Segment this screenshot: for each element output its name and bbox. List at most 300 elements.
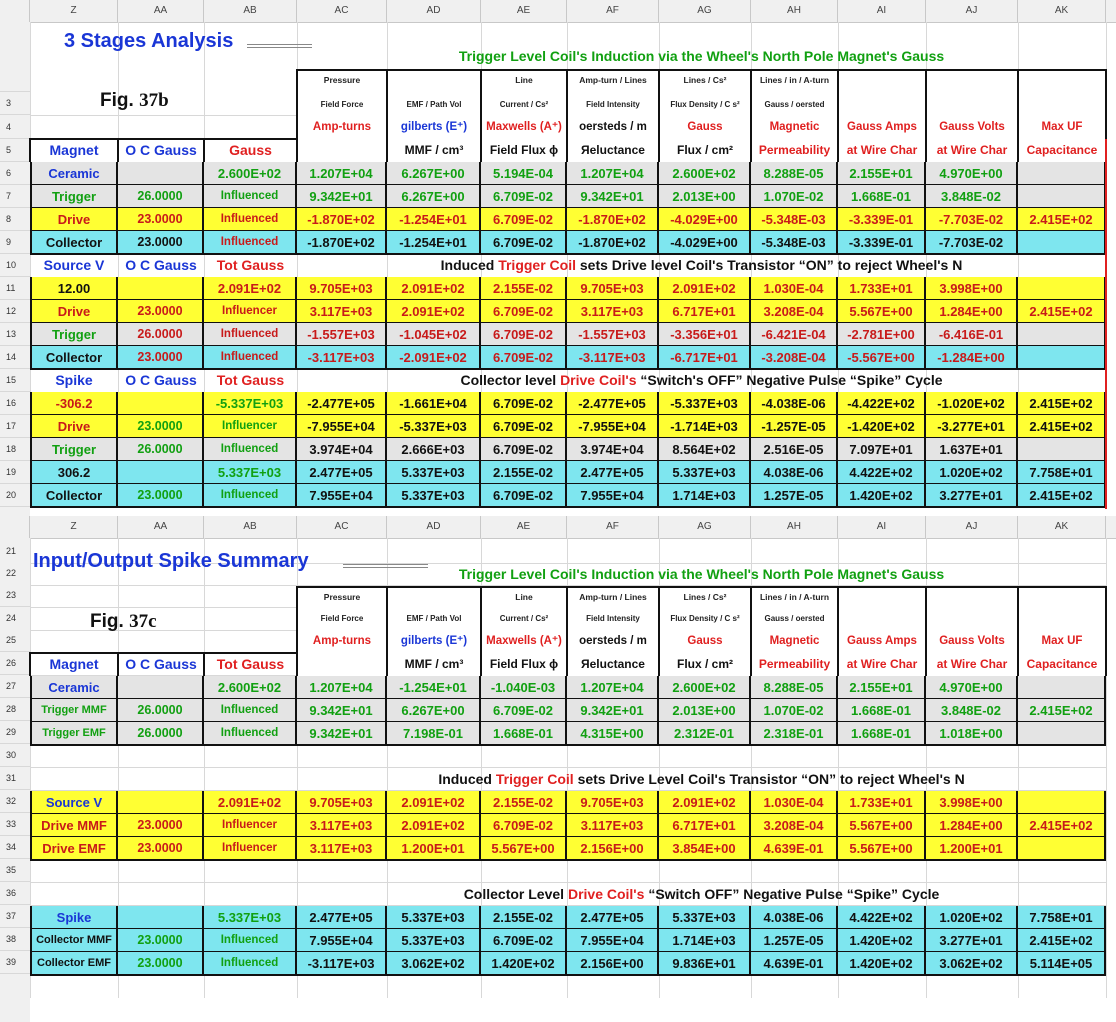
row-header-24[interactable]: 24 bbox=[0, 607, 30, 630]
data-cell-fig37b-s2-0-ai[interactable]: 1.733E+01 bbox=[838, 277, 926, 300]
column-header-ae[interactable]: AE bbox=[481, 516, 567, 538]
data-cell-fig37b-s1-0-aj[interactable]: 4.970E+00 bbox=[926, 162, 1018, 185]
row-header-17[interactable]: 17 bbox=[0, 415, 30, 438]
data-cell-fig37b-s2-3-ai[interactable]: -5.567E+00 bbox=[838, 346, 926, 369]
row-header-31[interactable]: 31 bbox=[0, 767, 30, 790]
data-cell-fig37c-s3-2-aj[interactable]: 3.062E+02 bbox=[926, 952, 1018, 975]
data-cell-fig37b-s1-2-ac[interactable]: -1.870E+02 bbox=[297, 208, 387, 231]
data-cell-fig37b-s2-2-ak[interactable] bbox=[1018, 323, 1106, 346]
data-cell-fig37b-s3-0-ag[interactable]: -5.337E+03 bbox=[659, 392, 751, 415]
row-header-9[interactable]: 9 bbox=[0, 231, 30, 254]
data-cell-fig37b-s3-2-ai[interactable]: 7.097E+01 bbox=[838, 438, 926, 461]
data-cell-fig37c-s3-1-aa[interactable]: 23.0000 bbox=[118, 929, 204, 952]
data-cell-fig37b-s3-0-ae[interactable]: 6.709E-02 bbox=[481, 392, 567, 415]
data-cell-fig37c-s2-2-ah[interactable]: 4.639E-01 bbox=[751, 837, 838, 860]
data-cell-fig37c-s2-1-ah[interactable]: 3.208E-04 bbox=[751, 814, 838, 837]
data-cell-fig37b-s3-3-aa[interactable] bbox=[118, 461, 204, 484]
row-header-29[interactable]: 29 bbox=[0, 721, 30, 744]
data-cell-fig37b-s3-1-ac[interactable]: -7.955E+04 bbox=[297, 415, 387, 438]
data-cell-fig37b-s3-3-ae[interactable]: 2.155E-02 bbox=[481, 461, 567, 484]
row-header-22[interactable]: 22 bbox=[0, 562, 30, 585]
column-header-ad[interactable]: AD bbox=[387, 516, 481, 538]
row-header-12[interactable]: 12 bbox=[0, 300, 30, 323]
data-cell-fig37c-s2-0-ai[interactable]: 1.733E+01 bbox=[838, 791, 926, 814]
data-cell-fig37b-s1-1-z[interactable]: Trigger bbox=[30, 185, 118, 208]
column-header-af[interactable]: AF bbox=[567, 516, 659, 538]
row-header-28[interactable]: 28 bbox=[0, 698, 30, 721]
data-cell-fig37b-s2-1-ai[interactable]: 5.567E+00 bbox=[838, 300, 926, 323]
row-header-35[interactable]: 35 bbox=[0, 859, 30, 882]
data-cell-fig37b-s1-1-aj[interactable]: 3.848E-02 bbox=[926, 185, 1018, 208]
data-cell-fig37c-s1-2-ad[interactable]: 7.198E-01 bbox=[387, 722, 481, 745]
data-cell-fig37c-s1-0-ae[interactable]: -1.040E-03 bbox=[481, 676, 567, 699]
data-cell-fig37c-s3-1-ae[interactable]: 6.709E-02 bbox=[481, 929, 567, 952]
data-cell-fig37b-s1-0-z[interactable]: Ceramic bbox=[30, 162, 118, 185]
data-cell-fig37b-s3-4-ah[interactable]: 1.257E-05 bbox=[751, 484, 838, 507]
data-cell-fig37b-s2-1-ak[interactable]: 2.415E+02 bbox=[1018, 300, 1106, 323]
data-cell-fig37b-s3-0-ak[interactable]: 2.415E+02 bbox=[1018, 392, 1106, 415]
data-cell-fig37c-s1-1-ac[interactable]: 9.342E+01 bbox=[297, 699, 387, 722]
data-cell-fig37c-s1-1-ag[interactable]: 2.013E+00 bbox=[659, 699, 751, 722]
column-header-z[interactable]: Z bbox=[30, 516, 118, 538]
data-cell-fig37b-s1-1-ae[interactable]: 6.709E-02 bbox=[481, 185, 567, 208]
column-header-aj[interactable]: AJ bbox=[926, 516, 1018, 538]
data-cell-fig37b-s3-1-ae[interactable]: 6.709E-02 bbox=[481, 415, 567, 438]
data-cell-fig37b-s1-1-ah[interactable]: 1.070E-02 bbox=[751, 185, 838, 208]
data-cell-fig37b-s1-2-ae[interactable]: 6.709E-02 bbox=[481, 208, 567, 231]
data-cell-fig37c-s3-0-ak[interactable]: 7.758E+01 bbox=[1018, 906, 1106, 929]
data-cell-fig37b-s1-0-ae[interactable]: 5.194E-04 bbox=[481, 162, 567, 185]
data-cell-fig37c-s3-0-ac[interactable]: 2.477E+05 bbox=[297, 906, 387, 929]
data-cell-fig37c-s2-2-ai[interactable]: 5.567E+00 bbox=[838, 837, 926, 860]
data-cell-fig37b-s1-1-ai[interactable]: 1.668E-01 bbox=[838, 185, 926, 208]
data-cell-fig37c-s3-1-ah[interactable]: 1.257E-05 bbox=[751, 929, 838, 952]
data-cell-fig37c-s3-2-af[interactable]: 2.156E+00 bbox=[567, 952, 659, 975]
column-header-ad[interactable]: AD bbox=[387, 0, 481, 22]
data-cell-fig37b-s3-2-ad[interactable]: 2.666E+03 bbox=[387, 438, 481, 461]
data-cell-fig37c-s2-0-ag[interactable]: 2.091E+02 bbox=[659, 791, 751, 814]
data-cell-fig37c-s1-0-ab[interactable]: 2.600E+02 bbox=[204, 676, 297, 699]
data-cell-fig37b-s2-1-ab[interactable]: Influencer bbox=[204, 300, 297, 323]
data-cell-fig37c-s3-0-ah[interactable]: 4.038E-06 bbox=[751, 906, 838, 929]
data-cell-fig37c-s1-2-ai[interactable]: 1.668E-01 bbox=[838, 722, 926, 745]
column-header-ak[interactable]: AK bbox=[1018, 0, 1106, 22]
data-cell-fig37c-s3-1-z[interactable]: Collector MMF bbox=[30, 929, 118, 952]
data-cell-fig37c-s3-0-aa[interactable] bbox=[118, 906, 204, 929]
data-cell-fig37b-s2-0-z[interactable]: 12.00 bbox=[30, 277, 118, 300]
data-cell-fig37c-s1-2-ae[interactable]: 1.668E-01 bbox=[481, 722, 567, 745]
data-cell-fig37c-s2-1-ag[interactable]: 6.717E+01 bbox=[659, 814, 751, 837]
data-cell-fig37b-s3-0-z[interactable]: -306.2 bbox=[30, 392, 118, 415]
data-cell-fig37b-s2-3-ah[interactable]: -3.208E-04 bbox=[751, 346, 838, 369]
data-cell-fig37b-s3-2-ak[interactable] bbox=[1018, 438, 1106, 461]
data-cell-fig37b-s1-0-ak[interactable] bbox=[1018, 162, 1106, 185]
data-cell-fig37b-s1-0-ac[interactable]: 1.207E+04 bbox=[297, 162, 387, 185]
data-cell-fig37b-s3-0-ab[interactable]: -5.337E+03 bbox=[204, 392, 297, 415]
data-cell-fig37c-s2-0-ae[interactable]: 2.155E-02 bbox=[481, 791, 567, 814]
data-cell-fig37b-s2-0-ak[interactable] bbox=[1018, 277, 1106, 300]
row-header-14[interactable]: 14 bbox=[0, 346, 30, 369]
data-cell-fig37c-s1-0-ah[interactable]: 8.288E-05 bbox=[751, 676, 838, 699]
data-cell-fig37b-s3-1-ah[interactable]: -1.257E-05 bbox=[751, 415, 838, 438]
data-cell-fig37b-s3-1-ab[interactable]: Influencer bbox=[204, 415, 297, 438]
data-cell-fig37c-s1-0-af[interactable]: 1.207E+04 bbox=[567, 676, 659, 699]
data-cell-fig37c-s3-1-ai[interactable]: 1.420E+02 bbox=[838, 929, 926, 952]
data-cell-fig37c-s2-2-ab[interactable]: Influencer bbox=[204, 837, 297, 860]
data-cell-fig37c-s3-2-ae[interactable]: 1.420E+02 bbox=[481, 952, 567, 975]
data-cell-fig37b-s2-3-aj[interactable]: -1.284E+00 bbox=[926, 346, 1018, 369]
data-cell-fig37c-s2-1-ab[interactable]: Influencer bbox=[204, 814, 297, 837]
row-header-10[interactable]: 10 bbox=[0, 254, 30, 277]
data-cell-fig37b-s2-2-aa[interactable]: 26.0000 bbox=[118, 323, 204, 346]
data-cell-fig37b-s1-1-ac[interactable]: 9.342E+01 bbox=[297, 185, 387, 208]
data-cell-fig37b-s2-1-ah[interactable]: 3.208E-04 bbox=[751, 300, 838, 323]
data-cell-fig37b-s1-3-aj[interactable]: -7.703E-02 bbox=[926, 231, 1018, 254]
data-cell-fig37b-s1-2-ai[interactable]: -3.339E-01 bbox=[838, 208, 926, 231]
data-cell-fig37c-s2-0-aa[interactable] bbox=[118, 791, 204, 814]
data-cell-fig37c-s1-0-ac[interactable]: 1.207E+04 bbox=[297, 676, 387, 699]
data-cell-fig37c-s2-0-z[interactable]: Source V bbox=[30, 791, 118, 814]
data-cell-fig37b-s1-3-ai[interactable]: -3.339E-01 bbox=[838, 231, 926, 254]
data-cell-fig37b-s3-3-z[interactable]: 306.2 bbox=[30, 461, 118, 484]
data-cell-fig37c-s1-2-ac[interactable]: 9.342E+01 bbox=[297, 722, 387, 745]
row-header-21[interactable]: 21 bbox=[0, 540, 30, 563]
data-cell-fig37c-s1-1-ae[interactable]: 6.709E-02 bbox=[481, 699, 567, 722]
row-header-8[interactable]: 8 bbox=[0, 208, 30, 231]
data-cell-fig37b-s2-0-aj[interactable]: 3.998E+00 bbox=[926, 277, 1018, 300]
data-cell-fig37c-s3-2-z[interactable]: Collector EMF bbox=[30, 952, 118, 975]
data-cell-fig37c-s2-1-ac[interactable]: 3.117E+03 bbox=[297, 814, 387, 837]
data-cell-fig37c-s2-2-z[interactable]: Drive EMF bbox=[30, 837, 118, 860]
data-cell-fig37c-s3-0-ab[interactable]: 5.337E+03 bbox=[204, 906, 297, 929]
data-cell-fig37c-s2-1-af[interactable]: 3.117E+03 bbox=[567, 814, 659, 837]
data-cell-fig37b-s2-3-ac[interactable]: -3.117E+03 bbox=[297, 346, 387, 369]
data-cell-fig37b-s1-0-ad[interactable]: 6.267E+00 bbox=[387, 162, 481, 185]
data-cell-fig37b-s3-2-ah[interactable]: 2.516E-05 bbox=[751, 438, 838, 461]
data-cell-fig37b-s3-0-ac[interactable]: -2.477E+05 bbox=[297, 392, 387, 415]
data-cell-fig37c-s1-1-aj[interactable]: 3.848E-02 bbox=[926, 699, 1018, 722]
row-header-20[interactable]: 20 bbox=[0, 484, 30, 507]
row-header-16[interactable]: 16 bbox=[0, 392, 30, 415]
data-cell-fig37b-s3-3-ad[interactable]: 5.337E+03 bbox=[387, 461, 481, 484]
data-cell-fig37b-s2-1-ac[interactable]: 3.117E+03 bbox=[297, 300, 387, 323]
data-cell-fig37b-s2-3-ag[interactable]: -6.717E+01 bbox=[659, 346, 751, 369]
data-cell-fig37b-s2-0-ac[interactable]: 9.705E+03 bbox=[297, 277, 387, 300]
data-cell-fig37c-s2-1-ae[interactable]: 6.709E-02 bbox=[481, 814, 567, 837]
data-cell-fig37b-s1-1-aa[interactable]: 26.0000 bbox=[118, 185, 204, 208]
data-cell-fig37c-s1-2-ag[interactable]: 2.312E-01 bbox=[659, 722, 751, 745]
data-cell-fig37b-s1-0-aa[interactable] bbox=[118, 162, 204, 185]
data-cell-fig37b-s2-2-ai[interactable]: -2.781E+00 bbox=[838, 323, 926, 346]
data-cell-fig37b-s3-1-ai[interactable]: -1.420E+02 bbox=[838, 415, 926, 438]
data-cell-fig37b-s2-1-z[interactable]: Drive bbox=[30, 300, 118, 323]
data-cell-fig37c-s3-0-ai[interactable]: 4.422E+02 bbox=[838, 906, 926, 929]
data-cell-fig37b-s1-1-ab[interactable]: Influenced bbox=[204, 185, 297, 208]
data-cell-fig37c-s3-1-ag[interactable]: 1.714E+03 bbox=[659, 929, 751, 952]
data-cell-fig37b-s1-3-ad[interactable]: -1.254E+01 bbox=[387, 231, 481, 254]
data-cell-fig37b-s1-0-ah[interactable]: 8.288E-05 bbox=[751, 162, 838, 185]
data-cell-fig37c-s1-0-ak[interactable] bbox=[1018, 676, 1106, 699]
data-cell-fig37c-s1-1-af[interactable]: 9.342E+01 bbox=[567, 699, 659, 722]
data-cell-fig37c-s2-1-aj[interactable]: 1.284E+00 bbox=[926, 814, 1018, 837]
data-cell-fig37b-s2-3-ad[interactable]: -2.091E+02 bbox=[387, 346, 481, 369]
data-cell-fig37b-s1-3-aa[interactable]: 23.0000 bbox=[118, 231, 204, 254]
data-cell-fig37b-s2-1-ae[interactable]: 6.709E-02 bbox=[481, 300, 567, 323]
data-cell-fig37b-s3-1-af[interactable]: -7.955E+04 bbox=[567, 415, 659, 438]
data-cell-fig37b-s1-2-ak[interactable]: 2.415E+02 bbox=[1018, 208, 1106, 231]
data-cell-fig37b-s3-1-z[interactable]: Drive bbox=[30, 415, 118, 438]
data-cell-fig37b-s3-4-ag[interactable]: 1.714E+03 bbox=[659, 484, 751, 507]
data-cell-fig37b-s2-2-ab[interactable]: Influenced bbox=[204, 323, 297, 346]
data-cell-fig37c-s2-0-ac[interactable]: 9.705E+03 bbox=[297, 791, 387, 814]
data-cell-fig37b-s1-2-ag[interactable]: -4.029E+00 bbox=[659, 208, 751, 231]
column-header-ab[interactable]: AB bbox=[204, 0, 297, 22]
row-header-23[interactable]: 23 bbox=[0, 584, 30, 607]
row-header-13[interactable]: 13 bbox=[0, 323, 30, 346]
data-cell-fig37c-s2-1-aa[interactable]: 23.0000 bbox=[118, 814, 204, 837]
data-cell-fig37b-s3-0-aa[interactable] bbox=[118, 392, 204, 415]
data-cell-fig37b-s2-3-af[interactable]: -3.117E+03 bbox=[567, 346, 659, 369]
data-cell-fig37c-s1-1-aa[interactable]: 26.0000 bbox=[118, 699, 204, 722]
data-cell-fig37c-s1-0-ag[interactable]: 2.600E+02 bbox=[659, 676, 751, 699]
data-cell-fig37b-s1-3-ae[interactable]: 6.709E-02 bbox=[481, 231, 567, 254]
data-cell-fig37b-s2-2-ae[interactable]: 6.709E-02 bbox=[481, 323, 567, 346]
data-cell-fig37b-s1-1-af[interactable]: 9.342E+01 bbox=[567, 185, 659, 208]
data-cell-fig37c-s2-0-aj[interactable]: 3.998E+00 bbox=[926, 791, 1018, 814]
data-cell-fig37b-s2-0-aa[interactable] bbox=[118, 277, 204, 300]
data-cell-fig37c-s3-0-af[interactable]: 2.477E+05 bbox=[567, 906, 659, 929]
data-cell-fig37b-s3-2-aj[interactable]: 1.637E+01 bbox=[926, 438, 1018, 461]
column-header-ag[interactable]: AG bbox=[659, 516, 751, 538]
data-cell-fig37c-s2-1-z[interactable]: Drive MMF bbox=[30, 814, 118, 837]
row-header-38[interactable]: 38 bbox=[0, 928, 30, 951]
data-cell-fig37c-s3-1-af[interactable]: 7.955E+04 bbox=[567, 929, 659, 952]
data-cell-fig37b-s2-1-aj[interactable]: 1.284E+00 bbox=[926, 300, 1018, 323]
data-cell-fig37c-s1-1-ak[interactable]: 2.415E+02 bbox=[1018, 699, 1106, 722]
data-cell-fig37c-s1-2-ak[interactable] bbox=[1018, 722, 1106, 745]
data-cell-fig37b-s3-3-aj[interactable]: 1.020E+02 bbox=[926, 461, 1018, 484]
data-cell-fig37c-s2-0-af[interactable]: 9.705E+03 bbox=[567, 791, 659, 814]
data-cell-fig37c-s2-2-aa[interactable]: 23.0000 bbox=[118, 837, 204, 860]
corner-cell[interactable] bbox=[0, 0, 30, 22]
data-cell-fig37b-s1-3-ah[interactable]: -5.348E-03 bbox=[751, 231, 838, 254]
data-cell-fig37b-s2-2-ag[interactable]: -3.356E+01 bbox=[659, 323, 751, 346]
data-cell-fig37c-s3-1-aj[interactable]: 3.277E+01 bbox=[926, 929, 1018, 952]
row-header-30[interactable]: 30 bbox=[0, 744, 30, 767]
data-cell-fig37b-s3-1-ad[interactable]: -5.337E+03 bbox=[387, 415, 481, 438]
data-cell-fig37b-s1-2-ah[interactable]: -5.348E-03 bbox=[751, 208, 838, 231]
data-cell-fig37b-s3-2-aa[interactable]: 26.0000 bbox=[118, 438, 204, 461]
column-header-aa[interactable]: AA bbox=[118, 516, 204, 538]
data-cell-fig37c-s2-2-af[interactable]: 2.156E+00 bbox=[567, 837, 659, 860]
data-cell-fig37b-s2-0-ah[interactable]: 1.030E-04 bbox=[751, 277, 838, 300]
data-cell-fig37b-s1-3-ak[interactable] bbox=[1018, 231, 1106, 254]
data-cell-fig37b-s3-0-aj[interactable]: -1.020E+02 bbox=[926, 392, 1018, 415]
data-cell-fig37b-s2-2-af[interactable]: -1.557E+03 bbox=[567, 323, 659, 346]
data-cell-fig37b-s3-0-ah[interactable]: -4.038E-06 bbox=[751, 392, 838, 415]
data-cell-fig37b-s3-3-ai[interactable]: 4.422E+02 bbox=[838, 461, 926, 484]
data-cell-fig37c-s3-2-ah[interactable]: 4.639E-01 bbox=[751, 952, 838, 975]
data-cell-fig37b-s2-0-ab[interactable]: 2.091E+02 bbox=[204, 277, 297, 300]
data-cell-fig37b-s3-4-af[interactable]: 7.955E+04 bbox=[567, 484, 659, 507]
data-cell-fig37c-s2-0-ak[interactable] bbox=[1018, 791, 1106, 814]
data-cell-fig37b-s2-3-ak[interactable] bbox=[1018, 346, 1106, 369]
data-cell-fig37b-s1-0-ag[interactable]: 2.600E+02 bbox=[659, 162, 751, 185]
data-cell-fig37c-s2-0-ah[interactable]: 1.030E-04 bbox=[751, 791, 838, 814]
data-cell-fig37b-s1-2-aa[interactable]: 23.0000 bbox=[118, 208, 204, 231]
data-cell-fig37b-s3-1-aa[interactable]: 23.0000 bbox=[118, 415, 204, 438]
data-cell-fig37b-s2-3-z[interactable]: Collector bbox=[30, 346, 118, 369]
row-header-3[interactable]: 3 bbox=[0, 92, 30, 115]
column-header-ai[interactable]: AI bbox=[838, 516, 926, 538]
data-cell-fig37b-s3-0-ad[interactable]: -1.661E+04 bbox=[387, 392, 481, 415]
data-cell-fig37b-s1-3-ac[interactable]: -1.870E+02 bbox=[297, 231, 387, 254]
data-cell-fig37b-s1-0-ab[interactable]: 2.600E+02 bbox=[204, 162, 297, 185]
column-header-ah[interactable]: AH bbox=[751, 516, 838, 538]
column-header-ak[interactable]: AK bbox=[1018, 516, 1106, 538]
data-cell-fig37c-s3-1-ad[interactable]: 5.337E+03 bbox=[387, 929, 481, 952]
data-cell-fig37c-s1-1-ah[interactable]: 1.070E-02 bbox=[751, 699, 838, 722]
data-cell-fig37c-s3-0-ag[interactable]: 5.337E+03 bbox=[659, 906, 751, 929]
data-cell-fig37b-s1-1-ad[interactable]: 6.267E+00 bbox=[387, 185, 481, 208]
data-cell-fig37b-s1-3-z[interactable]: Collector bbox=[30, 231, 118, 254]
data-cell-fig37b-s2-3-ae[interactable]: 6.709E-02 bbox=[481, 346, 567, 369]
data-cell-fig37b-s1-2-ab[interactable]: Influenced bbox=[204, 208, 297, 231]
data-cell-fig37b-s1-1-ag[interactable]: 2.013E+00 bbox=[659, 185, 751, 208]
data-cell-fig37c-s3-2-ab[interactable]: Influenced bbox=[204, 952, 297, 975]
data-cell-fig37b-s3-0-ai[interactable]: -4.422E+02 bbox=[838, 392, 926, 415]
data-cell-fig37c-s1-1-z[interactable]: Trigger MMF bbox=[30, 699, 118, 722]
data-cell-fig37b-s2-2-ah[interactable]: -6.421E-04 bbox=[751, 323, 838, 346]
data-cell-fig37c-s1-0-ad[interactable]: -1.254E+01 bbox=[387, 676, 481, 699]
row-header-25[interactable]: 25 bbox=[0, 629, 30, 652]
data-cell-fig37b-s3-3-ac[interactable]: 2.477E+05 bbox=[297, 461, 387, 484]
data-cell-fig37b-s1-2-aj[interactable]: -7.703E-02 bbox=[926, 208, 1018, 231]
data-cell-fig37c-s1-1-ai[interactable]: 1.668E-01 bbox=[838, 699, 926, 722]
data-cell-fig37b-s2-2-ac[interactable]: -1.557E+03 bbox=[297, 323, 387, 346]
data-cell-fig37b-s3-4-ai[interactable]: 1.420E+02 bbox=[838, 484, 926, 507]
data-cell-fig37c-s3-2-ac[interactable]: -3.117E+03 bbox=[297, 952, 387, 975]
column-header-ae[interactable]: AE bbox=[481, 0, 567, 22]
data-cell-fig37b-s2-0-af[interactable]: 9.705E+03 bbox=[567, 277, 659, 300]
column-header-ac[interactable]: AC bbox=[297, 0, 387, 22]
data-cell-fig37b-s1-0-ai[interactable]: 2.155E+01 bbox=[838, 162, 926, 185]
column-header-ab[interactable]: AB bbox=[204, 516, 297, 538]
data-cell-fig37c-s3-2-ai[interactable]: 1.420E+02 bbox=[838, 952, 926, 975]
data-cell-fig37c-s1-2-ab[interactable]: Influenced bbox=[204, 722, 297, 745]
column-header-ah[interactable]: AH bbox=[751, 0, 838, 22]
data-cell-fig37b-s3-3-af[interactable]: 2.477E+05 bbox=[567, 461, 659, 484]
data-cell-fig37b-s3-4-aj[interactable]: 3.277E+01 bbox=[926, 484, 1018, 507]
data-cell-fig37b-s3-1-ak[interactable]: 2.415E+02 bbox=[1018, 415, 1106, 438]
column-header-aa[interactable]: AA bbox=[118, 0, 204, 22]
data-cell-fig37c-s2-2-ac[interactable]: 3.117E+03 bbox=[297, 837, 387, 860]
data-cell-fig37b-s3-2-ag[interactable]: 8.564E+02 bbox=[659, 438, 751, 461]
row-header-34[interactable]: 34 bbox=[0, 836, 30, 859]
data-cell-fig37c-s1-2-ah[interactable]: 2.318E-01 bbox=[751, 722, 838, 745]
row-header-39[interactable]: 39 bbox=[0, 951, 30, 974]
row-header-27[interactable]: 27 bbox=[0, 675, 30, 698]
data-cell-fig37b-s1-0-af[interactable]: 1.207E+04 bbox=[567, 162, 659, 185]
data-cell-fig37b-s2-1-aa[interactable]: 23.0000 bbox=[118, 300, 204, 323]
data-cell-fig37b-s2-0-ag[interactable]: 2.091E+02 bbox=[659, 277, 751, 300]
data-cell-fig37b-s3-4-ad[interactable]: 5.337E+03 bbox=[387, 484, 481, 507]
column-header-ai[interactable]: AI bbox=[838, 0, 926, 22]
data-cell-fig37c-s2-1-ad[interactable]: 2.091E+02 bbox=[387, 814, 481, 837]
data-cell-fig37c-s1-0-ai[interactable]: 2.155E+01 bbox=[838, 676, 926, 699]
row-header-18[interactable]: 18 bbox=[0, 438, 30, 461]
data-cell-fig37b-s3-4-ak[interactable]: 2.415E+02 bbox=[1018, 484, 1106, 507]
data-cell-fig37b-s3-4-ae[interactable]: 6.709E-02 bbox=[481, 484, 567, 507]
data-cell-fig37b-s1-1-ak[interactable] bbox=[1018, 185, 1106, 208]
data-cell-fig37b-s3-1-ag[interactable]: -1.714E+03 bbox=[659, 415, 751, 438]
data-cell-fig37b-s3-2-ae[interactable]: 6.709E-02 bbox=[481, 438, 567, 461]
data-cell-fig37c-s2-2-ae[interactable]: 5.567E+00 bbox=[481, 837, 567, 860]
data-cell-fig37c-s2-1-ai[interactable]: 5.567E+00 bbox=[838, 814, 926, 837]
column-header-aj[interactable]: AJ bbox=[926, 0, 1018, 22]
data-cell-fig37c-s3-0-aj[interactable]: 1.020E+02 bbox=[926, 906, 1018, 929]
data-cell-fig37b-s3-4-z[interactable]: Collector bbox=[30, 484, 118, 507]
data-cell-fig37c-s3-0-ae[interactable]: 2.155E-02 bbox=[481, 906, 567, 929]
data-cell-fig37b-s3-4-ac[interactable]: 7.955E+04 bbox=[297, 484, 387, 507]
data-cell-fig37c-s2-2-ad[interactable]: 1.200E+01 bbox=[387, 837, 481, 860]
data-cell-fig37c-s3-2-ad[interactable]: 3.062E+02 bbox=[387, 952, 481, 975]
data-cell-fig37c-s3-1-ak[interactable]: 2.415E+02 bbox=[1018, 929, 1106, 952]
data-cell-fig37c-s1-0-aa[interactable] bbox=[118, 676, 204, 699]
data-cell-fig37c-s1-2-af[interactable]: 4.315E+00 bbox=[567, 722, 659, 745]
data-cell-fig37c-s3-1-ab[interactable]: Influenced bbox=[204, 929, 297, 952]
row-header-5[interactable]: 5 bbox=[0, 139, 30, 162]
data-cell-fig37c-s2-2-aj[interactable]: 1.200E+01 bbox=[926, 837, 1018, 860]
row-header-4[interactable]: 4 bbox=[0, 116, 30, 139]
row-header-15[interactable]: 15 bbox=[0, 369, 30, 392]
data-cell-fig37b-s1-3-ag[interactable]: -4.029E+00 bbox=[659, 231, 751, 254]
data-cell-fig37b-s2-1-af[interactable]: 3.117E+03 bbox=[567, 300, 659, 323]
data-cell-fig37b-s3-0-af[interactable]: -2.477E+05 bbox=[567, 392, 659, 415]
data-cell-fig37c-s1-2-aj[interactable]: 1.018E+00 bbox=[926, 722, 1018, 745]
data-cell-fig37c-s3-2-ak[interactable]: 5.114E+05 bbox=[1018, 952, 1106, 975]
row-header-36[interactable]: 36 bbox=[0, 882, 30, 905]
data-cell-fig37b-s3-3-ah[interactable]: 4.038E-06 bbox=[751, 461, 838, 484]
row-header-19[interactable]: 19 bbox=[0, 461, 30, 484]
row-header-6[interactable]: 6 bbox=[0, 162, 30, 185]
data-cell-fig37b-s2-1-ad[interactable]: 2.091E+02 bbox=[387, 300, 481, 323]
data-cell-fig37c-s2-2-ag[interactable]: 3.854E+00 bbox=[659, 837, 751, 860]
data-cell-fig37b-s1-3-ab[interactable]: Influenced bbox=[204, 231, 297, 254]
data-cell-fig37c-s3-0-z[interactable]: Spike bbox=[30, 906, 118, 929]
data-cell-fig37b-s3-4-ab[interactable]: Influenced bbox=[204, 484, 297, 507]
data-cell-fig37b-s2-2-ad[interactable]: -1.045E+02 bbox=[387, 323, 481, 346]
data-cell-fig37c-s1-0-z[interactable]: Ceramic bbox=[30, 676, 118, 699]
data-cell-fig37b-s2-3-ab[interactable]: Influenced bbox=[204, 346, 297, 369]
column-header-ac[interactable]: AC bbox=[297, 516, 387, 538]
data-cell-fig37c-s3-0-ad[interactable]: 5.337E+03 bbox=[387, 906, 481, 929]
data-cell-fig37b-s3-2-af[interactable]: 3.974E+04 bbox=[567, 438, 659, 461]
column-header-z[interactable]: Z bbox=[30, 0, 118, 22]
row-header-26[interactable]: 26 bbox=[0, 652, 30, 675]
data-cell-fig37c-s3-2-ag[interactable]: 9.836E+01 bbox=[659, 952, 751, 975]
data-cell-fig37c-s2-2-ak[interactable] bbox=[1018, 837, 1106, 860]
data-cell-fig37c-s1-1-ab[interactable]: Influenced bbox=[204, 699, 297, 722]
data-cell-fig37b-s3-3-ag[interactable]: 5.337E+03 bbox=[659, 461, 751, 484]
data-cell-fig37c-s3-1-ac[interactable]: 7.955E+04 bbox=[297, 929, 387, 952]
data-cell-fig37c-s1-1-ad[interactable]: 6.267E+00 bbox=[387, 699, 481, 722]
data-cell-fig37b-s3-1-aj[interactable]: -3.277E+01 bbox=[926, 415, 1018, 438]
data-cell-fig37c-s1-2-aa[interactable]: 26.0000 bbox=[118, 722, 204, 745]
corner-cell[interactable] bbox=[0, 516, 30, 538]
data-cell-fig37b-s1-2-af[interactable]: -1.870E+02 bbox=[567, 208, 659, 231]
data-cell-fig37b-s2-3-aa[interactable]: 23.0000 bbox=[118, 346, 204, 369]
